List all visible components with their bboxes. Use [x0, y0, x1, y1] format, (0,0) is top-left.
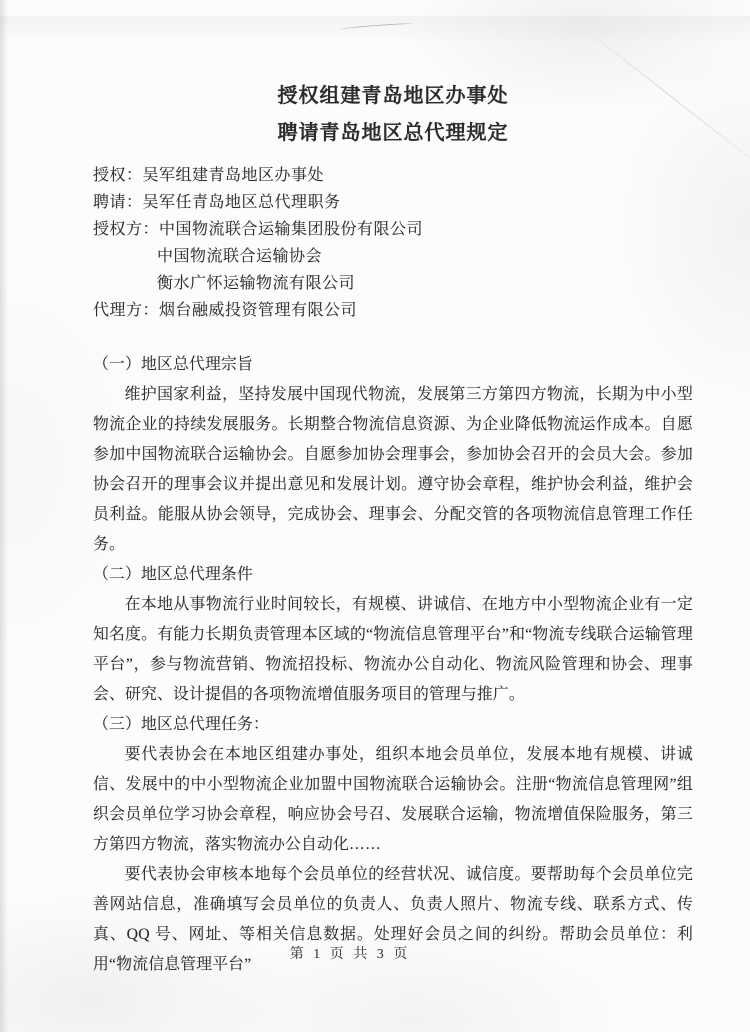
section-3-paragraph-1: 要代表协会在本地区组建办事处，组织本地会员单位，发展本地有规模、讲诚信、发展中的中小型物流企业加盟中国物流联合运输协会。注册“物流信息管理网”组织会员单位学习协会章程，响应协会号召、发展联合运输，物流增值保险服务，第三方第四方物流，落实物流办公自动化……: [93, 746, 693, 853]
title-line-1: 授权组建青岛地区办事处: [277, 85, 509, 107]
section-2-paragraph-1: 在本地从事物流行业时间较长，有规模、讲诚信、在地方中小型物流企业有一定知名度。有能力长期负责管理本区域的“物流信息管理平台”和“物流专线联合运输管理平台”，参与物流营销、物流招投标、物流办公自动化、物流风险管理和协会、理事会、研究、设计提倡的各项物流增值服务项目的管理与推广。: [93, 596, 693, 703]
document-content: [93, 0, 693, 980]
authorizer-line-3: 衡水广怀运输物流有限公司: [157, 275, 356, 292]
title-line-2: 聘请青岛地区总代理规定: [277, 122, 509, 144]
meta-block: [93, 162, 693, 324]
section-2-heading: （二）地区总代理条件: [93, 566, 253, 583]
agent-line: 代理方：烟台融威投资管理有限公司: [93, 302, 358, 319]
appointment-line: 聘请：吴军任青岛地区总代理职务: [93, 194, 341, 211]
page-number: 第 1 页 共 3 页: [289, 947, 411, 962]
document-body: [93, 350, 693, 980]
section-3-heading: （三）地区总代理任务：: [93, 716, 269, 733]
authorization-line: 授权：吴军组建青岛地区办事处: [93, 167, 325, 184]
authorizer-line-2: 中国物流联合运输协会: [157, 248, 323, 265]
document-title: [93, 78, 693, 152]
section-3-paragraph-2: 要代表协会审核本地每个会员单位的经营状况、诚信度。要帮助每个会员单位完善网站信息，准确填写会员单位的负责人、负责人照片、物流专线、联系方式、传真、QQ 号、网址、等相关信息数据。处理好会员之间的纠纷。帮助会员单位：利用“物流信息管理平台”: [93, 866, 693, 973]
authorizer-line-1: 授权方：中国物流联合运输集团股份有限公司: [93, 221, 424, 238]
section-1-heading: （一）地区总代理宗旨: [93, 356, 253, 373]
scan-shadow-left-edge: [0, 0, 8, 1032]
section-1-paragraph-1: 维护国家利益，坚持发展中国现代物流，发展第三方第四方物流，长期为中小型物流企业的持续发展服务。长期整合物流信息资源、为企业降低物流运作成本。自愿参加中国物流联合运输协会。自愿参加协会理事会，参加协会召开的会员大会。参加协会召开的理事会议并提出意见和发展计划。遵守协会章程，维护协会利益，维护会员利益。能服从协会领导，完成协会、理事会、分配交管的各项物流信息管理工作任务。: [93, 386, 693, 553]
